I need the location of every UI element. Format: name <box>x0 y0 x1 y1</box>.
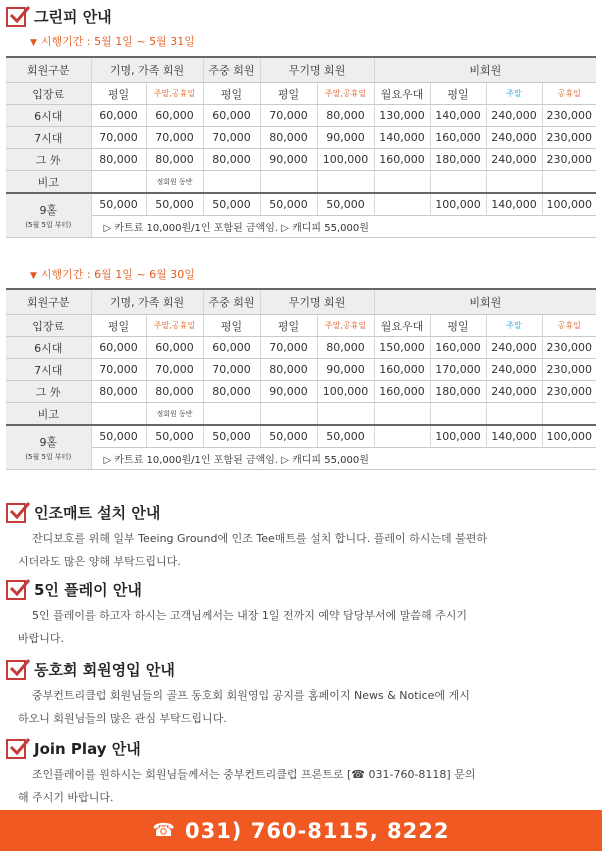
section-heading-club: 동호회 회원영입 안내 <box>6 659 175 680</box>
telephone-icon: ☎ <box>152 820 175 841</box>
header-anonymous: 무기명 회원 <box>260 289 374 315</box>
header-named-family: 기명, 가족 회원 <box>91 289 203 315</box>
table-row: 그 外 80,000 80,000 80,000 90,000 100,000 160,000 180,000 240,000 230,000 <box>6 381 596 403</box>
section-text-five-player: 5인 플레이를 하고자 하시는 고객님께서는 내장 1일 전까지 예약 담당부서에 말씀해 주시기 바랍니다. <box>18 609 467 645</box>
section-text-club: 중부컨트리클럽 회원님들의 골프 동호회 회원영입 공지를 홈페이지 News & Notice에 게시 하오니 회원님들의 많은 관심 부탁드립니다. <box>18 689 470 725</box>
note-row: ▷ 카트료 10,000원/1인 포함된 금액임. ▷ 캐디피 55,000원 <box>6 448 596 470</box>
header-anonymous: 무기명 회원 <box>260 57 374 83</box>
check-icon <box>6 503 26 523</box>
header-non-member: 비회원 <box>374 289 596 315</box>
check-icon <box>6 739 26 759</box>
triangle-down-icon: ▼ <box>30 271 37 281</box>
table-row: 6시대 60,000 60,000 60,000 70,000 80,000 130,000 140,000 240,000 230,000 <box>6 105 596 127</box>
table-subheader: 입장료 평일 주말,공휴일 평일 평일 주말,공휴일 월요우대 평일 주말 공휴일 <box>6 315 596 337</box>
header-non-member: 비회원 <box>374 57 596 83</box>
phone-number: 031) 760-8115, 8222 <box>184 818 450 843</box>
page-title: 그린피 안내 <box>34 8 112 26</box>
table-row: 그 外 80,000 80,000 80,000 90,000 100,000 160,000 180,000 240,000 230,000 <box>6 149 596 171</box>
nine-hole-row: 9홀 (5월 5일 부터) 50,000 50,000 50,000 50,000 50,000 100,000 140,000 100,000 <box>6 193 596 216</box>
nine-hole-row: 9홀 (5월 5일 부터) 50,000 50,000 50,000 50,000 50,000 100,000 140,000 100,000 <box>6 425 596 448</box>
header-member-type: 회원구분 <box>6 289 91 315</box>
check-icon <box>6 580 26 600</box>
section-heading-mat: 인조매트 설치 안내 <box>6 502 160 523</box>
section-text-mat: 잔디보호를 위해 일부 Teeing Ground에 인조 Tee매트를 설치 합니다. 플레이 하시는데 불편하 시더라도 많은 양해 부탁드립니다. <box>18 532 487 568</box>
section-heading-five-player: 5인 플레이 안내 <box>6 579 142 600</box>
header-weekday-member: 주중 회원 <box>203 57 260 83</box>
page-title-heading <box>6 6 112 27</box>
header-weekday-member: 주중 회원 <box>203 289 260 315</box>
greenfee-table-may <box>6 56 596 238</box>
greenfee-table-june <box>6 288 596 470</box>
table-row: 7시대 70,000 70,000 70,000 80,000 90,000 140,000 160,000 240,000 230,000 <box>6 127 596 149</box>
remark-row: 비고 정회원 동반 <box>6 171 596 194</box>
header-member-type: 회원구분 <box>6 57 91 83</box>
period-1: ▼ 시행기간 : 5월 1일 ~ 5월 31일 <box>30 35 195 48</box>
check-icon <box>6 7 26 27</box>
section-text-join-play: 조인플레이를 원하시는 회원님들께서는 중부컨트리클럽 프론트로 [☎ 031-760-8118] 문의 해 주시기 바랍니다. <box>18 768 476 804</box>
triangle-down-icon: ▼ <box>30 38 37 48</box>
check-icon <box>6 660 26 680</box>
header-named-family: 기명, 가족 회원 <box>91 57 203 83</box>
table-subheader: 입장료 평일 주말,공휴일 평일 평일 주말,공휴일 월요우대 평일 주말 공휴일 <box>6 83 596 105</box>
table-row: 7시대 70,000 70,000 70,000 80,000 90,000 160,000 170,000 240,000 230,000 <box>6 359 596 381</box>
note-row: ▷ 카트료 10,000원/1인 포함된 금액임. ▷ 캐디피 55,000원 <box>6 216 596 238</box>
section-heading-join-play: Join Play 안내 <box>6 738 141 759</box>
table-row: 6시대 60,000 60,000 60,000 70,000 80,000 150,000 160,000 240,000 230,000 <box>6 337 596 359</box>
phone-banner <box>0 810 602 851</box>
remark-row: 비고 정회원 동반 <box>6 403 596 426</box>
period-2: ▼ 시행기간 : 6월 1일 ~ 6월 30일 <box>30 268 195 281</box>
